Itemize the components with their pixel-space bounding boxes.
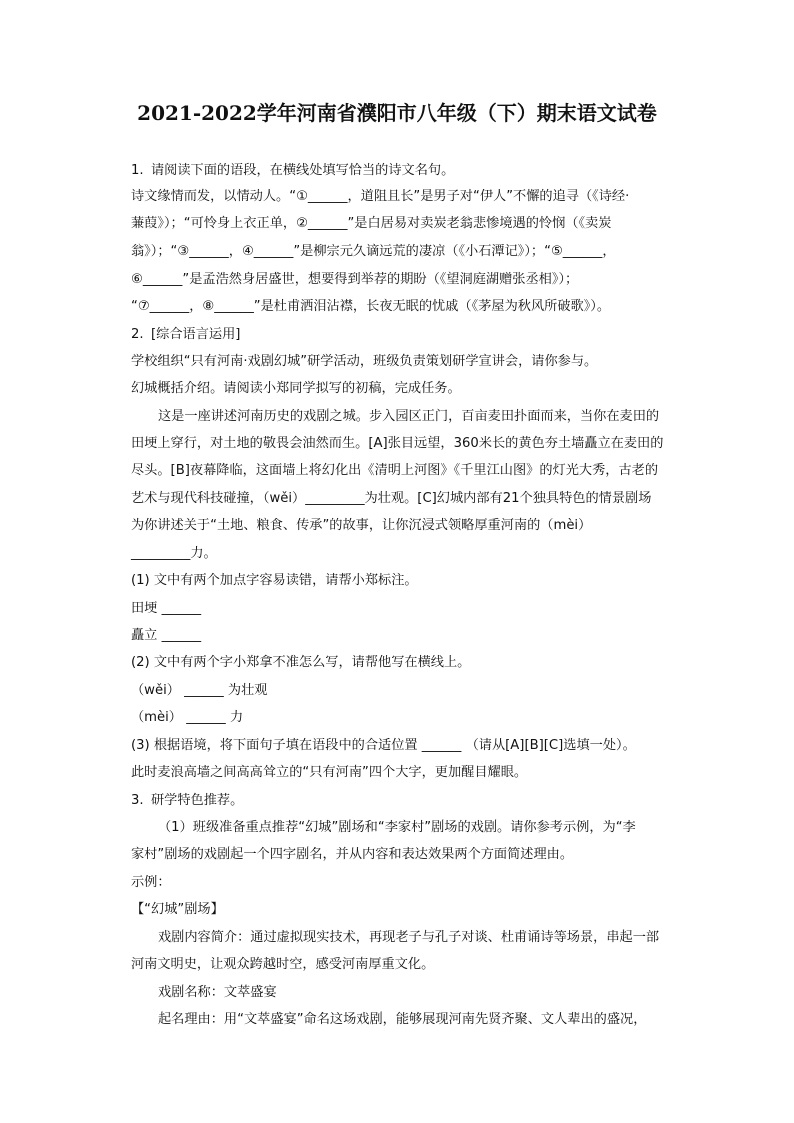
q2-passage-4: 艺术与现代科技碰撞，（wěi）_________为壮观。[C]幻城内部有21个独具特色的情景剧场 xyxy=(131,491,652,506)
q3-number: 3. xyxy=(131,793,144,808)
q1-line-5: “⑦______，⑧______”是杜甫洒泪沾襟，长夜无眠的忧戚（《茅屋为秋风所破歌》）。 xyxy=(131,299,611,314)
q1-line-3: 翁》）；“③______，④______”是柳宗元久谪远荒的凄凉（《小石潭记》）；“⑤______， xyxy=(131,244,616,259)
q2-sub-2a: （wěi） ______ 为壮观 xyxy=(131,683,268,698)
q2-passage-6: _________力。 xyxy=(131,546,217,561)
q2-line-2: 幻城概括介绍。请阅读小郑同学拟写的初稿，完成任务。 xyxy=(131,381,461,396)
q2-number: 2. xyxy=(131,327,144,342)
q2-sub-2: (2) 文中有两个字小郑拿不准怎么写，请帮他写在横线上。 xyxy=(131,655,471,670)
q2-line-1: 学校组织“只有河南·戏剧幻城”研学活动，班级负责策划研学宣讲会，请你参与。 xyxy=(131,354,598,369)
q1-line-4: ⑥______”是孟浩然身居盛世，想要得到举荐的期盼（《望洞庭湖赠张丞相》）； xyxy=(131,272,579,287)
q3-line-2: 家村”剧场的戏剧起一个四字剧名，并从内容和表达效果两个方面简述理由。 xyxy=(131,847,574,862)
q2-heading: 2. [综合语言运用] xyxy=(131,325,696,345)
q2-sub-1: (1) 文中有两个加点字容易读错，请帮小郑标注。 xyxy=(131,573,418,588)
q3-line-5: 戏剧内容简介：通过虚拟现实技术，再现老子与孔子对谈、杜甫诵诗等场景，串起一部 xyxy=(158,930,660,945)
q2-passage-1: 这是一座讲述河南历史的戏剧之城。步入园区正门，百亩麦田扑面而来，当你在麦田的 xyxy=(158,409,660,424)
q2-sub-3: (3) 根据语境，将下面句子填在语段中的合适位置 ______ （请从[A][B][C]选填一处）。 xyxy=(131,738,636,753)
q3-line-7: 戏剧名称：文萃盛宴 xyxy=(158,985,277,1000)
q2-sub-2b: （mèi） ______ 力 xyxy=(131,710,244,725)
q1-prompt: 1. 请阅读下面的语段，在横线处填写恰当的诗文名句。 xyxy=(131,161,696,181)
page-title: 2021-2022学年河南省濮阳市八年级（下）期末语文试卷 xyxy=(137,101,657,125)
q3-example-label: 示例： xyxy=(131,875,171,890)
q2-passage-3: 尽头。[B]夜幕降临，这面墙上将幻化出《清明上河图》《千里江山图》的灯光大秀，古老的 xyxy=(131,463,659,478)
q2-sub-3a: 此时麦浪高墙之间高高耸立的“只有河南”四个大字，更加醒目耀眼。 xyxy=(131,765,528,780)
q1-line-1: 诗文缘情而发，以情动人。“①______，道阻且长”是男子对“伊人”不懈的追寻（《诗经· xyxy=(131,189,630,204)
q3-line-6: 河南文明史，让观众跨越时空，感受河南厚重文化。 xyxy=(131,957,435,972)
q2-sub-1b: 矗立 ______ xyxy=(131,628,202,643)
q2-sub-1a: 田埂 ______ xyxy=(131,601,202,616)
q3-example-heading: 【“幻城”剧场】 xyxy=(131,902,224,917)
q3-line-1: （1）班级准备重点推荐“幻城”剧场和“李家村”剧场的戏剧。请你参考示例，为“李 xyxy=(158,820,636,835)
q2-passage-5: 为你讲述关于“土地、粮食、传承”的故事，让你沉浸式领略厚重河南的（mèi） xyxy=(131,518,592,533)
q1-line-2: 蒹葭》）；“可怜身上衣正单，②______”是白居易对卖炭老翁悲惨境遇的怜悯（《卖炭 xyxy=(131,216,612,231)
q3-line-8: 起名理由：用“文萃盛宴”命名这场戏剧，能够展现河南先贤齐聚、文人辈出的盛况， xyxy=(158,1012,647,1027)
q2-passage-2: 田埂上穿行，对土地的敬畏会油然而生。[A]张目远望，360米长的黄色夯土墙矗立在麦田的 xyxy=(131,436,664,451)
q1-number: 1. xyxy=(131,163,144,178)
q3-heading: 3. 研学特色推荐。 xyxy=(131,791,696,811)
